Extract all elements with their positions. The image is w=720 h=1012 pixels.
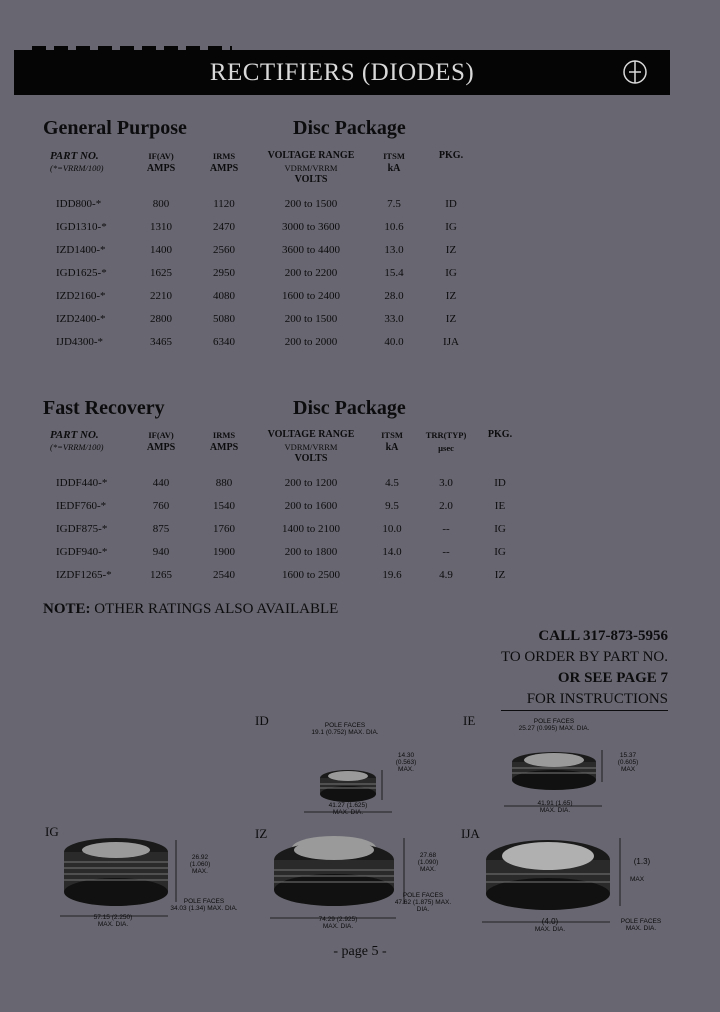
general-disc-package-heading: Disc Package [293, 117, 406, 139]
phone-number: CALL 317-873-5956 [538, 628, 668, 644]
order-callout: CALL 317-873-5956 TO ORDER BY PART NO. OR SEE PAGE 7 FOR INSTRUCTIONS [501, 626, 668, 711]
table-row: IZD2160-* 2210 4080 1600 to 2400 28.0 IZ [56, 289, 457, 302]
package-iz-drawing: 27.68 (1.090) MAX. POLE FACES 47.62 (1.875) MAX. DIA. 74.29 (2.925) MAX. DIA. [258, 830, 458, 940]
col-pkg: PKG. [487, 429, 513, 440]
ratings-note: NOTE: OTHER RATINGS ALSO AVAILABLE [43, 601, 339, 617]
general-purpose-table [50, 150, 480, 353]
table-row: IEDF760-* 760 1540 200 to 1600 9.5 2.0 IE [56, 499, 506, 512]
title-banner [14, 50, 670, 95]
package-ija-label: IJA [461, 826, 480, 841]
fast-recovery-table [50, 429, 526, 586]
col-itsm: ITSM kA [381, 430, 403, 453]
package-iz-label: IZ [255, 826, 268, 841]
table-row: IDDF440-* 440 880 200 to 1200 4.5 3.0 ID [56, 476, 506, 489]
package-id-label: ID [255, 713, 269, 728]
col-irms: IRMS AMPS [209, 151, 239, 174]
col-part-no: PART NO. (*=VRRM/100) [50, 429, 104, 452]
col-pkg: PKG. [438, 150, 464, 161]
col-ifav: IF(AV) AMPS [146, 151, 176, 174]
fast-recovery-heading: Fast Recovery [43, 397, 165, 419]
package-ie-drawing: POLE FACES 25.27 (0.995) MAX. DIA. 15.37 (0.605) MAX 41.91 (1.65) MAX. DIA. [490, 716, 660, 822]
package-ig-drawing: 26.92 (1.060) MAX. POLE FACES 34.03 (1.34) MAX. DIA. 57.15 (2.250) MAX. DIA. [44, 832, 254, 932]
col-ifav: IF(AV) AMPS [146, 430, 176, 453]
page-title: RECTIFIERS (DIODES) [209, 58, 475, 86]
fast-disc-package-heading: Disc Package [293, 397, 406, 419]
col-itsm: ITSM kA [383, 151, 405, 174]
col-irms: IRMS AMPS [209, 430, 239, 453]
package-ija-drawing: (1.3) MAX POLE FACES MAX. DIA. (4.0) MAX. DIA. [470, 826, 670, 940]
diode-symbol-icon [622, 59, 648, 85]
table-row: IGDF940-* 940 1900 200 to 1800 14.0 -- IG [56, 545, 506, 558]
col-voltage-range: VOLTAGE RANGE VDRM/VRRM VOLTS [267, 429, 355, 464]
table-header [50, 429, 526, 471]
package-ie-label: IE [463, 713, 476, 728]
general-purpose-heading: General Purpose [43, 117, 187, 139]
table-row: IJD4300-* 3465 6340 200 to 2000 40.0 IJA [56, 335, 459, 348]
col-voltage-range: VOLTAGE RANGE VDRM/VRRM VOLTS [267, 150, 355, 185]
table-row: IZDF1265-* 1265 2540 1600 to 2500 19.6 4.9 IZ [56, 568, 506, 581]
table-row: IDD800-* 800 1120 200 to 1500 7.5 ID [56, 197, 457, 210]
table-row: IGD1310-* 1310 2470 3000 to 3600 10.6 IG [56, 220, 457, 233]
col-trr: TRR(TYP) µsec [425, 430, 467, 453]
table-row: IZD1400-* 1400 2560 3600 to 4400 13.0 IZ [56, 243, 457, 256]
col-part-no: PART NO. (*=VRRM/100) [50, 150, 104, 173]
page-number: - page 5 - [333, 944, 387, 959]
table-header [50, 150, 480, 192]
package-id-drawing: POLE FACES 19.1 (0.752) MAX. DIA. 14.30 (0.563) MAX. 41.27 (1.625) MAX. DIA. [290, 722, 430, 822]
table-row: IZD2400-* 2800 5080 200 to 1500 33.0 IZ [56, 312, 457, 325]
table-row: IGDF875-* 875 1760 1400 to 2100 10.0 -- IG [56, 522, 506, 535]
package-ig-label: IG [45, 824, 59, 839]
table-row: IGD1625-* 1625 2950 200 to 2200 15.4 IG [56, 266, 457, 279]
